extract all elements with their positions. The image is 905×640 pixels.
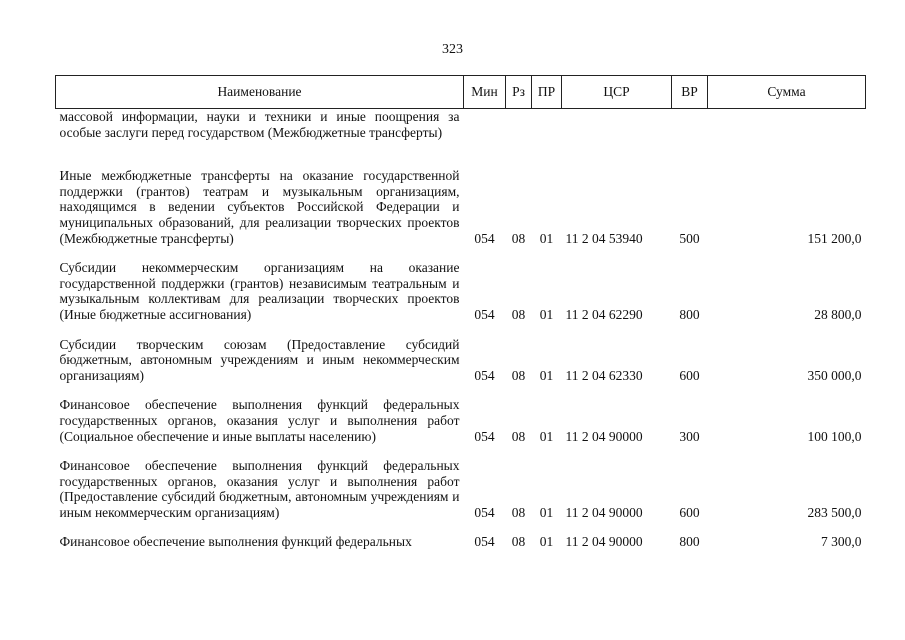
header-pr: ПР — [532, 76, 562, 109]
row-pr: 01 — [539, 367, 554, 383]
row-min: 054 — [474, 428, 495, 444]
row-name: Субсидии творческим союзам (Предоставление субсидий бюджетным, автономным учреждениям и иным некоммерческим организациям) — [59, 336, 460, 383]
table-header-row — [56, 76, 866, 109]
row-csr: 11 2 04 90000 — [565, 504, 643, 520]
row-vr: 800 — [679, 534, 700, 550]
row-sum: 28 800,0 — [814, 306, 862, 322]
table-row-continuation — [56, 109, 866, 155]
page-number: 323 — [442, 42, 463, 57]
row-rz: 08 — [511, 504, 526, 520]
table-row — [56, 520, 866, 550]
row-csr: 11 2 04 90000 — [565, 534, 643, 550]
row-rz: 08 — [511, 230, 526, 246]
row-pr: 01 — [539, 504, 554, 520]
row-rz: 08 — [511, 534, 526, 550]
row-name: массовой информации, науки и техники и иные поощрения за особые заслуги перед государством (Межбюджетные трансферты) — [59, 109, 460, 140]
table-row — [56, 383, 866, 444]
row-name: Субсидии некоммерческим организациям на оказание государственной поддержки (грантов) независимым театральным и музыкальным коллективам для реализации творческих проектов (Иные бюджетные ассигнования) — [59, 260, 460, 322]
header-csr: ЦСР — [562, 76, 672, 109]
header-vr: ВР — [672, 76, 708, 109]
row-min: 054 — [474, 306, 495, 322]
row-sum: 350 000,0 — [807, 367, 862, 383]
row-min: 054 — [474, 367, 495, 383]
row-pr: 01 — [539, 428, 554, 444]
row-csr: 11 2 04 90000 — [565, 428, 643, 444]
row-pr: 01 — [539, 306, 554, 322]
row-rz: 08 — [511, 306, 526, 322]
row-sum: 7 300,0 — [821, 534, 862, 550]
row-vr: 600 — [679, 367, 700, 383]
header-min: Мин — [464, 76, 506, 109]
table-row — [56, 444, 866, 520]
table-row — [56, 246, 866, 322]
row-rz: 08 — [511, 367, 526, 383]
row-vr: 300 — [679, 428, 700, 444]
row-csr: 11 2 04 62290 — [565, 306, 643, 322]
row-pr: 01 — [539, 534, 554, 550]
row-vr: 600 — [679, 504, 700, 520]
header-name: Наименование — [56, 76, 464, 109]
row-csr: 11 2 04 53940 — [565, 230, 643, 246]
row-vr: 500 — [679, 230, 700, 246]
row-name: Финансовое обеспечение выполнения функций федеральных государственных органов, оказания услуг и выполнения работ (Предоставление субсидий бюджетным, автономным учреждениям и иным некоммерческим организациям) — [59, 458, 460, 520]
row-min: 054 — [474, 534, 495, 550]
budget-table — [55, 75, 866, 550]
table-row — [56, 323, 866, 384]
row-csr: 11 2 04 62330 — [565, 367, 643, 383]
table-row — [56, 154, 866, 246]
row-rz: 08 — [511, 428, 526, 444]
row-sum: 151 200,0 — [807, 230, 862, 246]
row-min: 054 — [474, 230, 495, 246]
row-vr: 800 — [679, 306, 700, 322]
row-name: Финансовое обеспечение выполнения функций федеральных — [59, 534, 412, 550]
row-min: 054 — [474, 504, 495, 520]
header-rz: Рз — [506, 76, 532, 109]
row-pr: 01 — [539, 230, 554, 246]
row-sum: 283 500,0 — [807, 504, 862, 520]
row-name: Иные межбюджетные трансферты на оказание государственной поддержки (грантов) театрам и музыкальным организациям, находящимся в ведении субъектов Российской Федерации и муниципальных образований, для реализации творческих проектов (Межбюджетные трансферты) — [59, 168, 460, 246]
header-sum: Сумма — [708, 76, 866, 109]
row-sum: 100 100,0 — [807, 428, 862, 444]
row-name: Финансовое обеспечение выполнения функций федеральных государственных органов, оказания услуг и выполнения работ (Социальное обеспечение и иные выплаты населению) — [59, 397, 460, 444]
